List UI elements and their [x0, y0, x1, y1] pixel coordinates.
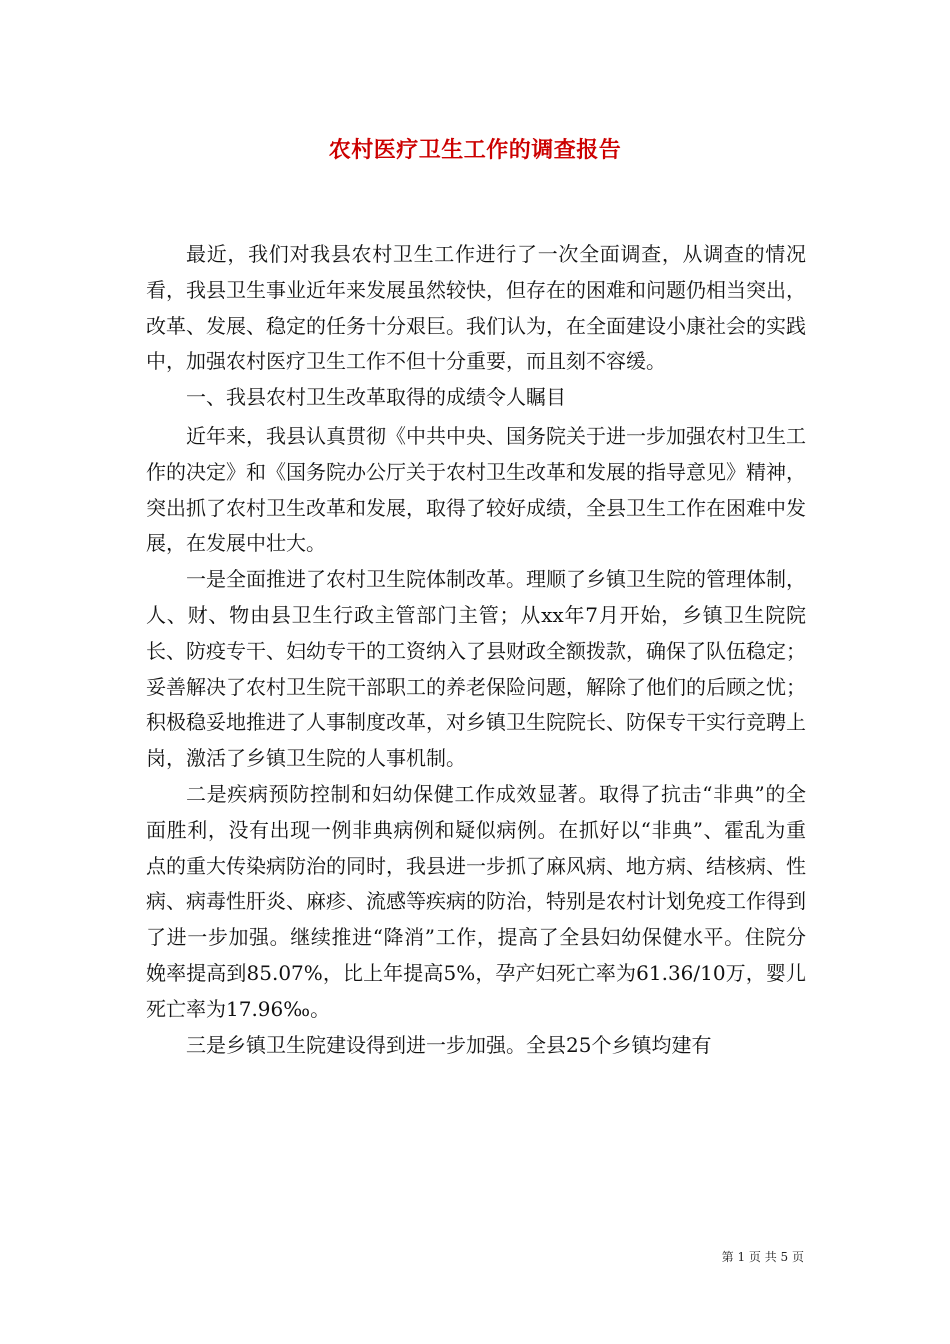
- page-number: 第 1 页 共 5 页: [721, 1250, 804, 1264]
- paragraph-point-1: 一是全面推进了农村卫生院体制改革。理顺了乡镇卫生院的管理体制，人、财、物由县卫生行政主管部门主管；从xx年7月开始，乡镇卫生院院长、防疫专干、妇幼专干的工资纳入了县财政全额拨款，确保了队伍稳定；妥善解决了农村卫生院干部职工的养老保险问题，解除了他们的后顾之忧；积极稳妥地推进了人事制度改革，对乡镇卫生院院长、防保专干实行竞聘上岗，激活了乡镇卫生院的人事机制。: [146, 567, 806, 771]
- paragraph-intro: 最近，我们对我县农村卫生工作进行了一次全面调查，从调查的情况看，我县卫生事业近年来发展虽然较快，但存在的困难和问题仍相当突出，改革、发展、稳定的任务十分艰巨。我们认为，在全面建设小康社会的实践中，加强农村医疗卫生工作不但十分重要，而且刻不容缓。: [146, 242, 806, 374]
- section-heading-1: 一、我县农村卫生改革取得的成绩令人瞩目: [186, 385, 566, 410]
- paragraph-point-2: 二是疾病预防控制和妇幼保健工作成效显著。取得了抗击“非典”的全面胜利，没有出现一例非典病例和疑似病例。在抓好以“非典”、霍乱为重点的重大传染病防治的同时，我县进一步抓了麻风病、地方病、结核病、性病、病毒性肝炎、麻疹、流感等疾病的防治，特别是农村计划免疫工作得到了进一步加强。继续推进“降消”工作，提高了全县妇幼保健水平。住院分娩率提高到85.07%，比上年提高5%，孕产妇死亡率为61.36/10万，婴儿死亡率为17.96‰。: [146, 781, 806, 1021]
- document-title: 农村医疗卫生工作的调查报告: [328, 138, 622, 163]
- paragraph-point-3: 三是乡镇卫生院建设得到进一步加强。全县25个乡镇均建有: [186, 1032, 712, 1057]
- paragraph-recent-years: 近年来，我县认真贯彻《中共中央、国务院关于进一步加强农村卫生工作的决定》和《国务院办公厅关于农村卫生改革和发展的指导意见》精神，突出抓了农村卫生改革和发展，取得了较好成绩，全县卫生工作在困难中发展，在发展中壮大。: [146, 423, 806, 556]
- document-body: [146, 237, 806, 1063]
